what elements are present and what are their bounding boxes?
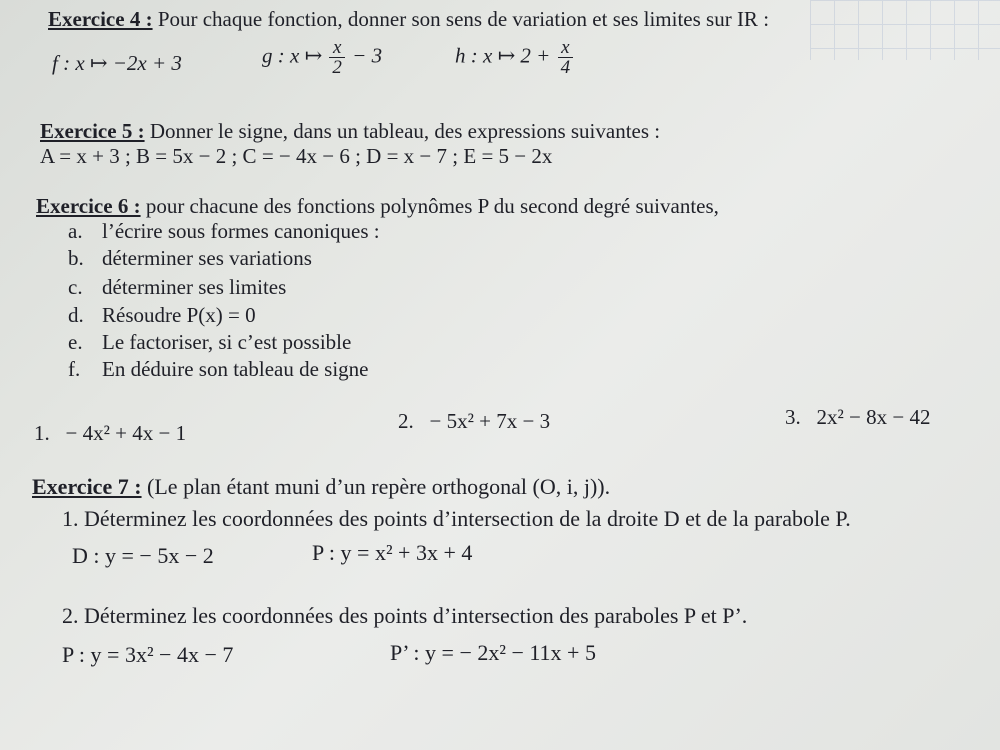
function-h-prefix: h : x ↦ 2 + (455, 43, 556, 68)
list-item-label: c. (68, 275, 83, 299)
list-item-f (68, 356, 369, 382)
list-item-label: d. (68, 303, 84, 327)
list-item-text: l’écrire sous formes canoniques : (102, 219, 380, 243)
exercise-5-title: Exercice 5 : (40, 119, 145, 143)
list-item-label: e. (68, 330, 83, 354)
polynomial-expression: − 5x² + 7x − 3 (429, 409, 551, 433)
function-g-numerator: x (329, 38, 345, 58)
polynomial-label: 3. (785, 405, 801, 429)
function-g-suffix: − 3 (346, 43, 383, 68)
list-item-label: b. (68, 246, 84, 270)
function-f: f : x ↦ −2x + 3 (52, 51, 182, 75)
list-item-e (68, 329, 351, 355)
polynomial-1 (34, 420, 186, 446)
function-h-numerator: x (558, 38, 574, 58)
function-h-fraction (558, 38, 574, 77)
polynomial-3 (785, 404, 930, 430)
question-2: 2. Déterminez les coordonnées des points d’intersection des paraboles P et P’. (62, 603, 748, 628)
polynomial-expression: 2x² − 8x − 42 (816, 405, 931, 429)
exercise-4-text: Pour chaque fonction, donner son sens de variation et ses limites sur IR : (152, 7, 770, 31)
list-item-c (68, 274, 286, 300)
parabola-p-prime-equation: P’ : y = − 2x² − 11x + 5 (390, 640, 596, 665)
question-1: 1. Déterminez les coordonnées des points d’intersection de la droite D et de la parabole P. (62, 506, 851, 531)
function-g-fraction (329, 38, 345, 77)
exercise-5-text: Donner le signe, dans un tableau, des expressions suivantes : (144, 119, 661, 143)
polynomial-label: 1. (34, 421, 50, 445)
function-g-prefix: g : x ↦ (262, 43, 328, 68)
list-item-a (68, 218, 380, 244)
parabola-p-equation-2: P : y = 3x² − 4x − 7 (62, 642, 234, 667)
exercise-4-heading (48, 6, 769, 32)
list-item-label: f. (68, 357, 81, 381)
function-g (262, 38, 382, 77)
exercise-7-text: (Le plan étant muni d’un repère orthogonal (O, i, j)). (141, 474, 611, 499)
list-item-text: En déduire son tableau de signe (102, 357, 369, 381)
notebook-grid-background (810, 0, 1000, 60)
list-item-text: déterminer ses limites (102, 275, 287, 299)
line-d-equation: D : y = − 5x − 2 (72, 543, 214, 568)
exercise-7-title: Exercice 7 : (32, 474, 142, 499)
exercise-6-title: Exercice 6 : (36, 194, 141, 218)
function-h-denominator: 4 (560, 57, 571, 78)
function-g-denominator: 2 (332, 57, 342, 78)
exercise-7-heading (32, 474, 610, 500)
list-item-text: Le factoriser, si c’est possible (102, 330, 352, 354)
polynomial-2 (398, 408, 550, 434)
exercise-4-title: Exercice 4 : (48, 7, 153, 31)
exercise-5-expressions: A = x + 3 ; B = 5x − 2 ; C = − 4x − 6 ; D = x − 7 ; E = 5 − 2x (40, 144, 553, 168)
parabola-p-equation: P : y = x² + 3x + 4 (312, 540, 473, 565)
list-item-label: a. (68, 219, 83, 243)
polynomial-label: 2. (398, 409, 414, 433)
list-item-b (68, 245, 312, 271)
exercise-6-heading (36, 193, 719, 219)
list-item-d (68, 302, 256, 328)
list-item-text: déterminer ses variations (102, 246, 312, 270)
exercise-5-heading (40, 118, 660, 144)
function-h (455, 38, 575, 77)
polynomial-expression: − 4x² + 4x − 1 (65, 421, 187, 445)
list-item-text: Résoudre P(x) = 0 (102, 303, 256, 327)
exercise-6-text: pour chacune des fonctions polynômes P du second degré suivantes, (140, 194, 719, 218)
